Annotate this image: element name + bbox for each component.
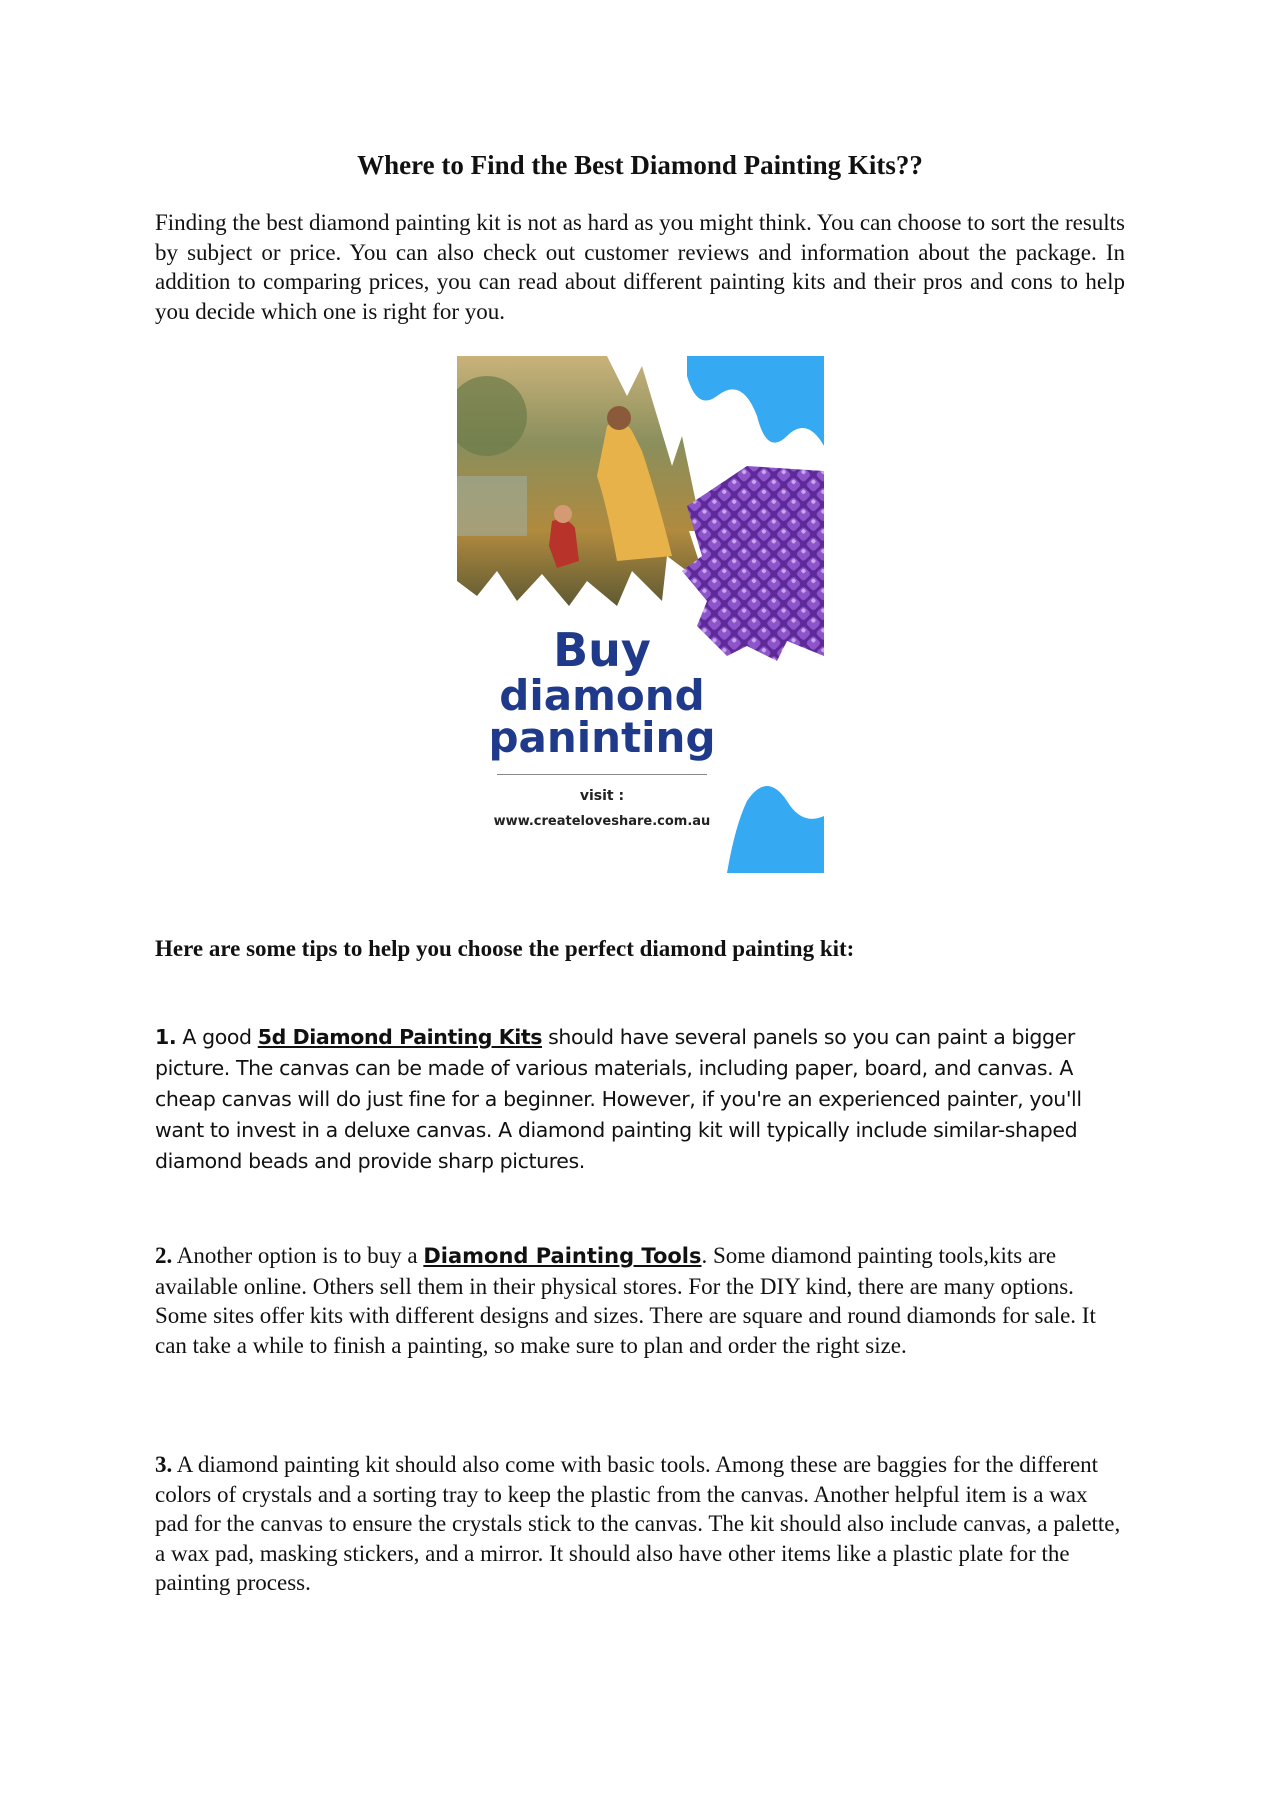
tip-text-after: should have several panels so you can paint a bigger picture. The canvas can be made of various materials, including paper, board, and canvas. A cheap canvas will do just fine for a beginner. However, if you're an experienced painter, you'll want to invest in a deluxe canvas. A diamond painting kit will typically include similar-shaped diamond beads and provide sharp pictures. (155, 1025, 1082, 1173)
tip-text-after: . Some diamond painting tools,kits are available online. Others sell them in their physical stores. For the DIY kind, there are many options. Some sites offer kits with different designs and sizes. There are square and round diamonds for sale. It can take a while to finish a painting, so make sure to plan and order the right size. (155, 1243, 1096, 1358)
tip-1 (155, 1022, 1125, 1177)
promo-divider (497, 774, 707, 775)
tip-2 (155, 1241, 1125, 1360)
page-title: Where to Find the Best Diamond Painting Kits?? (357, 150, 923, 180)
promo-url: www.createloveshare.com.au (493, 814, 711, 829)
intro-paragraph: Finding the best diamond painting kit is not as hard as you might think. You can choose to sort the results by subject or price. You can also check out customer reviews and information about the package. In addition to comparing prices, you can read about different painting kits and their pros and cons to help you decide which one is right for you. (155, 210, 1125, 324)
tip-number: 3. (155, 1452, 173, 1477)
tip-number: 1. (155, 1025, 177, 1049)
link-diamond-painting-tools[interactable]: Diamond Painting Tools (423, 1244, 702, 1268)
promo-line-painting: paninting (488, 713, 716, 762)
blue-blob-top (687, 356, 824, 446)
promo-line-diamond: diamond (499, 671, 705, 720)
tips-heading: Here are some tips to help you choose the perfect diamond painting kit: (155, 936, 855, 961)
tip-number: 2. (155, 1243, 173, 1268)
promo-image (457, 356, 824, 873)
promo-visit-label: visit : (579, 788, 625, 804)
link-5d-diamond-painting-kits[interactable]: 5d Diamond Painting Kits (257, 1025, 543, 1049)
tip-text-before: Another option is to buy a (172, 1243, 424, 1268)
promo-line-buy: Buy (553, 623, 651, 677)
tip-text: A diamond painting kit should also come with basic tools. Among these are baggies for the different colors of crystals and a sorting tray to keep the plastic from the canvas. Another helpful item is a wax pad for the canvas to ensure the crystals stick to the canvas. The kit should also include canvas, a palette, a wax pad, masking stickers, and a mirror. It should also have other items like a plastic plate for the painting process. (155, 1452, 1121, 1595)
tip-3 (155, 1450, 1125, 1598)
tip-text-before: A good (176, 1025, 258, 1049)
